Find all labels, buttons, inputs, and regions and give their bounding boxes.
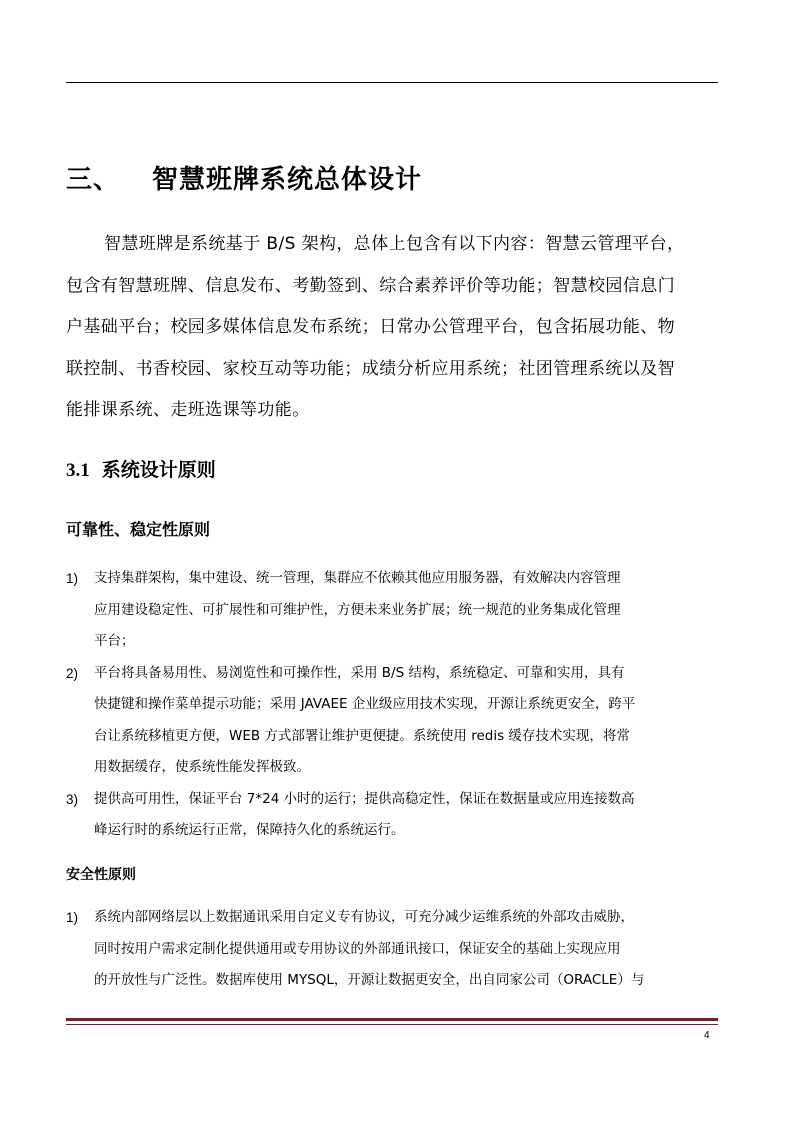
list-line: 峰运行时的系统运行正常，保障持久化的系统运行。 [94,822,405,838]
reliability-list [66,563,718,847]
paragraph-line: 户基础平台；校园多媒体信息发布系统；日常办公管理平台，包含拓展功能、物 [66,317,675,337]
list-marker: 1) [66,571,79,586]
footer-rule-thick [66,1018,718,1021]
page-number: 4 [704,1030,710,1041]
paragraph-line: 智慧班牌是系统基于 B/S 架构，总体上包含有以下内容：智慧云管理平台， [104,234,685,254]
list-marker: 1) [66,910,79,925]
subsection-heading-security: 安全性原则 [66,867,136,883]
section-number: 3.1 [66,460,90,481]
chapter-heading [66,160,422,200]
list-line: 支持集群架构，集中建设、统一管理，集群应不依赖其他应用服务器，有效解决内容管理 [94,570,621,586]
list-item [66,658,718,784]
section-title: 系统设计原则 [101,459,216,481]
list-item [66,563,718,658]
chapter-title: 智慧班牌系统总体设计 [152,165,423,195]
subsection-heading-reliability: 可靠性、稳定性原则 [66,520,211,539]
list-line: 用数据缓存，使系统性能发挥极致。 [94,759,310,775]
list-line: 台让系统移植更方便，WEB 方式部署让维护更便捷。系统使用 redis 缓存技术实现，将常 [94,727,630,744]
list-marker: 2) [66,665,79,681]
paragraph-line: 包含有智慧班牌、信息发布、考勤签到、综合素养评价等功能；智慧校园信息门 [66,275,675,296]
list-marker: 3) [66,791,79,807]
intro-paragraph [66,224,718,432]
list-line: 提供高可用性，保证平台 7*24 小时的运行；提供高稳定性，保证在数据量或应用连接数高 [94,790,635,807]
header-rule [66,82,718,83]
section-heading [66,453,216,488]
list-line: 平台将具备易用性、易浏览性和可操作性，采用 B/S 结构，系统稳定、可靠和实用，具有 [94,664,625,681]
list-line: 平台； [94,633,135,649]
security-list [66,902,718,997]
list-line: 系统内部网络层以上数据通讯采用自定义专有协议，可充分减少运维系统的外部攻击威胁， [94,909,634,925]
list-line: 应用建设稳定性、可扩展性和可维护性，方便未来业务扩展；统一规范的业务集成化管理 [94,601,621,618]
list-line: 同时按用户需求定制化提供通用或专用协议的外部通讯接口，保证安全的基础上实现应用 [94,940,621,957]
paragraph-line: 能排课系统、走班选课等功能。 [66,400,310,420]
list-line: 快捷键和操作菜单提示功能；采用 JAVAEE 企业级应用技术实现，开源让系统更安全，跨平 [94,696,636,712]
list-line: 的开放性与广泛性。数据库使用 MYSQL，开源让数据更安全，出自同家公司（ORACLE）与 [94,972,645,988]
list-item [66,902,718,997]
chapter-number: 三、 [66,165,121,195]
footer-rule-thin [66,1024,718,1025]
paragraph-line: 联控制、书香校园、家校互动等功能；成绩分析应用系统；社团管理系统以及智 [66,358,675,379]
list-item [66,784,718,847]
